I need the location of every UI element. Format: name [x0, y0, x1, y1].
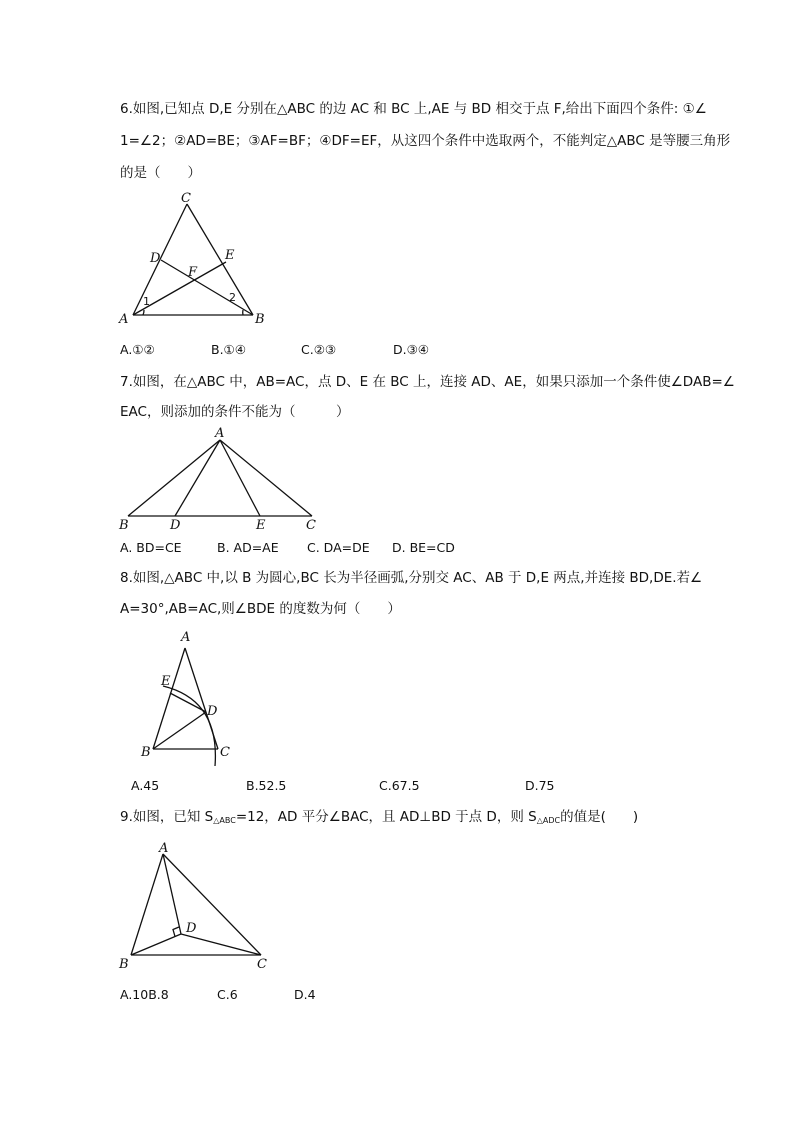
q8-stem-line2: A=30°,AB=AC,则∠BDE 的度数为何（ ）: [120, 601, 401, 617]
q6-label-d: D: [150, 251, 161, 266]
q7-label-a: A: [215, 426, 225, 441]
q7-label-e: E: [256, 518, 266, 533]
q9-label-a: A: [159, 841, 169, 856]
q7-stem-line2: EAC，则添加的条件不能为（ ）: [120, 404, 350, 420]
q7-side-ac: [220, 440, 312, 516]
q8-label-b: B: [141, 745, 151, 760]
q6-angle-1-arc: [143, 310, 144, 315]
q6-label-f: F: [188, 265, 198, 280]
q8-segment-bd: [153, 712, 206, 749]
q9-figure: [115, 838, 280, 973]
q8-figure: [135, 628, 245, 768]
q7-label-c: C: [306, 518, 316, 533]
q9-subscript-adc: △ADC: [536, 816, 561, 825]
q7-segment-ad: [175, 440, 220, 516]
q9-stem: [120, 808, 638, 830]
q6-label-b: B: [255, 312, 265, 327]
q6-label-c: C: [181, 191, 191, 206]
q8-option-a[interactable]: A.45: [131, 778, 160, 793]
q6-angle-2-label: 2: [229, 291, 236, 304]
q9-stem-part-b: =12，AD 平分∠BAC，且 AD⊥BD 于点 D，则 S: [235, 809, 537, 825]
q6-label-e: E: [225, 248, 235, 263]
q8-arc: [163, 686, 215, 766]
q9-label-c: C: [257, 957, 267, 972]
q9-segment-ad: [163, 854, 181, 934]
q8-label-d: D: [207, 704, 218, 719]
q9-stem-part-c: 的值是( ): [560, 809, 639, 825]
q8-option-d[interactable]: D.75: [525, 778, 555, 793]
q9-segment-dc: [181, 934, 261, 955]
q6-segment-bd: [161, 260, 253, 315]
q7-option-c[interactable]: C. DA=DE: [307, 540, 370, 555]
q6-stem-line2: 1=∠2；②AD=BE；③AF=BF；④DF=EF，从这四个条件中选取两个，不能判定△ABC 是等腰三角形: [120, 133, 731, 149]
q6-option-a[interactable]: A.①②: [120, 342, 155, 357]
q6-option-c[interactable]: C.②③: [301, 342, 337, 357]
q9-subscript-abc: △ABC: [213, 816, 236, 825]
q7-stem-line1: 7.如图，在△ABC 中，AB=AC，点 D、E 在 BC 上，连接 AD、AE，如果只添加一个条件使∠DAB=∠: [120, 374, 735, 390]
q6-stem-line3: 的是（ ）: [120, 165, 201, 181]
q8-option-c[interactable]: C.67.5: [379, 778, 420, 793]
q8-label-e: E: [161, 674, 171, 689]
q9-segment-bd: [131, 934, 181, 955]
q7-option-d[interactable]: D. BE=CD: [392, 540, 455, 555]
q7-label-d: D: [170, 518, 181, 533]
q9-option-ab[interactable]: A.10B.8: [120, 987, 169, 1002]
q7-figure: [115, 427, 325, 532]
q7-segment-ae: [220, 440, 260, 516]
q9-side-ab: [131, 854, 163, 955]
q6-side-bc: [187, 204, 253, 315]
q8-label-a: A: [181, 630, 191, 645]
q9-option-c[interactable]: C.6: [217, 987, 238, 1002]
q7-option-b[interactable]: B. AD=AE: [217, 540, 279, 555]
q9-stem-part-a: 9.如图，已知 S: [120, 809, 214, 825]
q8-stem-line1: 8.如图,△ABC 中,以 B 为圆心,BC 长为半径画弧,分别交 AC、AB 于 D,E 两点,并连接 BD,DE.若∠: [120, 570, 703, 586]
q9-label-d: D: [186, 921, 197, 936]
q7-label-b: B: [119, 518, 129, 533]
q6-label-a: A: [119, 312, 129, 327]
q6-option-d[interactable]: D.③④: [393, 342, 430, 357]
q8-label-c: C: [220, 745, 230, 760]
q7-side-ab: [128, 440, 220, 516]
q6-stem-line1: 6.如图,已知点 D,E 分别在△ABC 的边 AC 和 BC 上,AE 与 BD 相交于点 F,给出下面四个条件: ①∠: [120, 101, 707, 117]
q9-option-d[interactable]: D.4: [294, 987, 316, 1002]
q6-angle-1-label: 1: [143, 295, 150, 308]
q8-option-b[interactable]: B.52.5: [246, 778, 287, 793]
q7-option-a[interactable]: A. BD=CE: [120, 540, 182, 555]
q9-label-b: B: [119, 957, 129, 972]
q6-figure: [115, 192, 275, 327]
q6-option-b[interactable]: B.①④: [211, 342, 246, 357]
q9-side-ac: [163, 854, 261, 955]
